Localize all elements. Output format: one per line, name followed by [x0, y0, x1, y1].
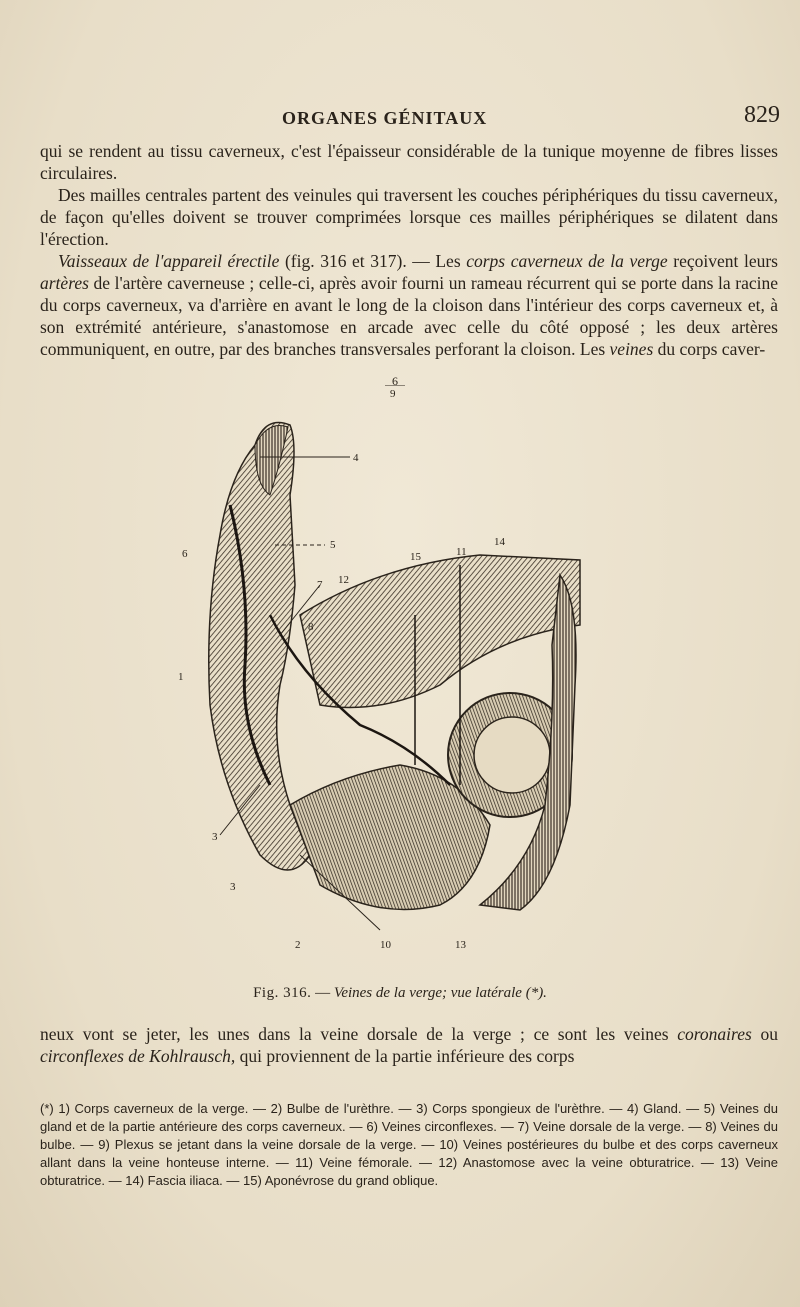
page-header — [40, 100, 780, 140]
paragraph-4 — [40, 1023, 778, 1067]
label-8: 8 — [308, 621, 314, 633]
femoral-vessel-lumen — [474, 717, 550, 793]
text-run: de l'artère caverneuse ; celle-ci, après avoir fourni un rameau récurrent qui se porte dans la racine du corps caverneux, va d'arrière en avant le long de la cloison dans l'intérieur des corps caverneux et, à son extrémité antérieure, s'anastomose en arcade avec celle du côté opposé ; les deux artères communiquent, en outre, par des branches transversales perforant la cloison. Les — [40, 273, 778, 359]
figure-caption: Fig. 316. — Veines de la verge; vue latérale (*). — [253, 985, 547, 1001]
label-10: 10 — [380, 939, 391, 951]
label-4: 4 — [353, 452, 359, 464]
label-9-top: 9 — [390, 388, 396, 400]
text-run: du corps caver- — [653, 339, 766, 359]
label-13: 13 — [455, 939, 466, 951]
caption-prefix: Fig. 316. — [253, 985, 312, 1001]
emphasis-coronaires: coronaires — [677, 1024, 752, 1044]
figure-top-letter: 6 — [392, 374, 398, 388]
anatomical-illustration — [160, 385, 590, 955]
text-run: qui proviennent de la partie inférieure des corps — [235, 1046, 575, 1066]
text-run: ou — [751, 1024, 778, 1044]
label-7: 7 — [317, 579, 323, 591]
text-run: reçoivent leurs — [667, 251, 778, 271]
label-3: 3 — [212, 831, 218, 843]
caption-text: Veines de la verge; vue latérale (*). — [333, 985, 547, 1001]
emphasis-corps-caverneux: corps caverneux de la verge — [466, 251, 668, 271]
text-run: neux vont se jeter, les unes dans la veine dorsale de la verge ; ce sont les veines — [40, 1024, 678, 1044]
label-3b: 3 — [230, 881, 236, 893]
page-number: 829 — [744, 102, 780, 128]
label-12: 12 — [338, 574, 349, 586]
section-title: Vaisseaux de l'appareil érectile — [58, 251, 280, 271]
label-15: 15 — [410, 551, 421, 563]
paragraph-1: qui se rendent au tissu caverneux, c'est l'épaisseur considérable de la tunique moyenne de fibres lisses circulaires. — [40, 141, 778, 183]
label-11: 11 — [456, 546, 467, 558]
emphasis-kohlrausch: circonflexes de Kohlrausch, — [40, 1046, 236, 1066]
label-5: 5 — [330, 539, 336, 551]
paragraph-2: Des mailles centrales partent des veinules qui traversent les couches périphériques du tissu caverneux, de façon qu'elles doivent se trouver comprimées lorsque ces mailles périphériques se dilatent dans l'érection. — [40, 185, 778, 249]
figure-reference: (fig. 316 et 317). — Les — [279, 251, 467, 271]
emphasis-veines: veines — [609, 339, 654, 359]
running-title: ORGANES GÉNITAUX — [282, 108, 488, 128]
paragraph-3 — [40, 250, 778, 360]
figure-footnote: (*) 1) Corps caverneux de la verge. — 2) Bulbe de l'urèthre. — 3) Corps spongieux de l'urèthre. — 4) Gland. — 5) Veines du gland et de la partie antérieure des corps caverneux. — 6) Veines circonflexes. — 7) Veine dorsale de la verge. — 8) Veines du bulbe. — 9) Plexus se jetant dans la veine dorsale de la verge. — 10) Veines postérieures du bulbe et des corps caverneux allant dans la veine honteuse interne. — 11) Veine fémorale. — 12) Anastomose avec la veine obturatrice. — 13) Veine obturatrice. — 14) Fascia iliaca. — 15) Aponévrose du grand oblique. — [40, 1101, 778, 1188]
label-14: 14 — [494, 536, 505, 548]
label-2: 2 — [295, 939, 301, 951]
emphasis-arteres: artères — [40, 273, 89, 293]
label-6: 6 — [182, 548, 188, 560]
label-1: 1 — [178, 671, 184, 683]
